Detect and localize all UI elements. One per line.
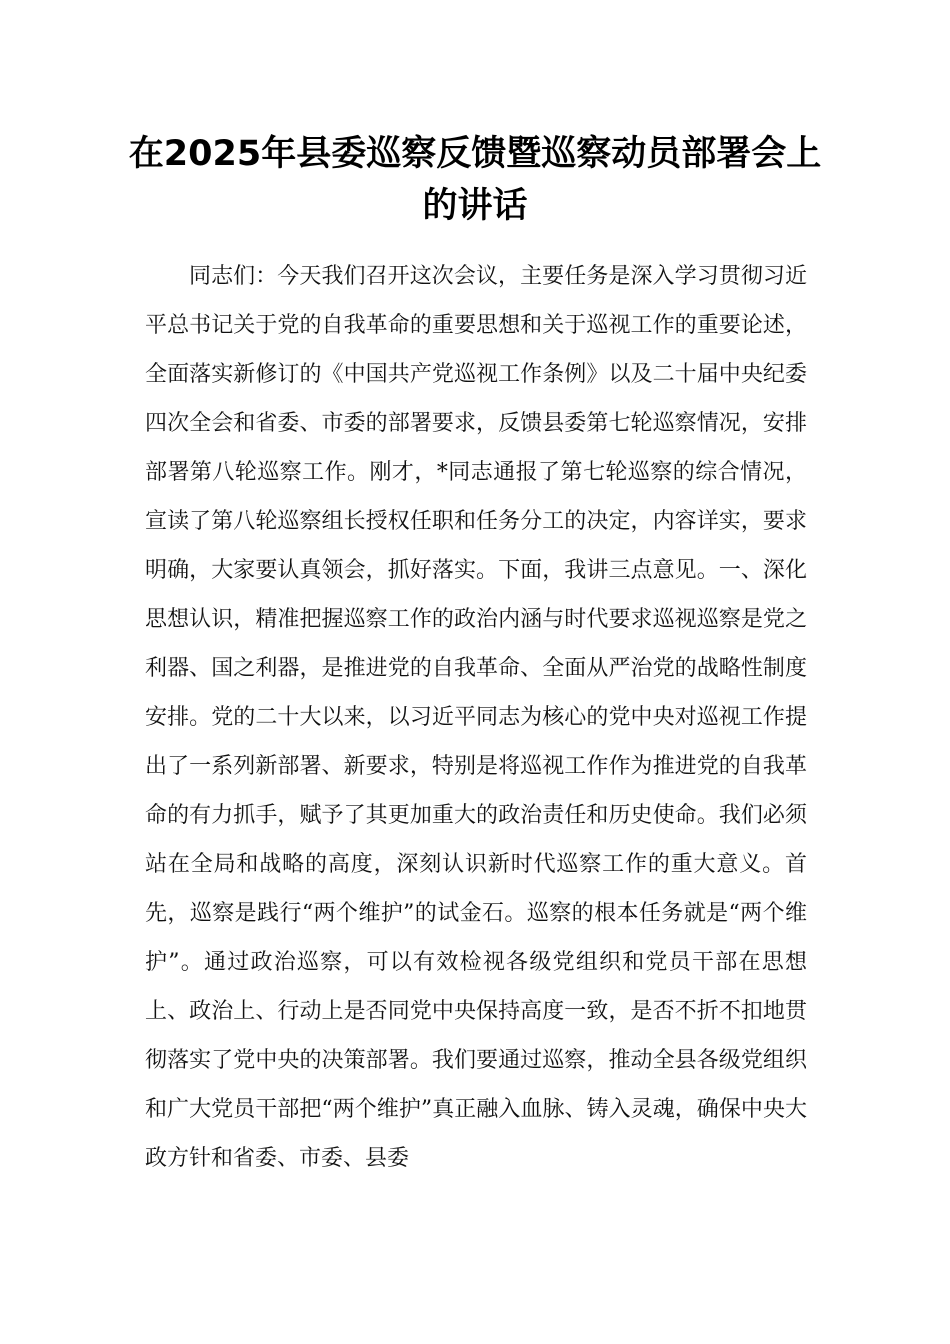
document-body-paragraph: 同志们：今天我们召开这次会议，主要任务是深入学习贯彻习近平总书记关于党的自我革命的重要思想和关于巡视工作的重要论述，全面落实新修订的《中国共产党巡视工作条例》以及二十届中央纪委四次全会和省委、市委的部署要求，反馈县委第七轮巡察情况，安排部署第八轮巡察工作。刚才，*同志通报了第七轮巡察的综合情况，宣读了第八轮巡察组长授权任职和任务分工的决定，内容详实，要求明确，大家要认真领会，抓好落实。下面，我讲三点意见。一、深化思想认识，精准把握巡察工作的政治内涵与时代要求巡视巡察是党之利器、国之利器，是推进党的自我革命、全面从严治党的战略性制度安排。党的二十大以来，以习近平同志为核心的党中央对巡视工作提出了一系列新部署、新要求，特别是将巡视工作作为推进党的自我革命的有力抓手，赋予了其更加重大的政治责任和历史使命。我们必须站在全局和战略的高度，深刻认识新时代巡察工作的重大意义。首先，巡察是践行“两个维护”的试金石。巡察的根本任务就是“两个维护”。通过政治巡察，可以有效检视各级党组织和党员干部在思想上、政治上、行动上是否同党中央保持高度一致，是否不折不扣地贯彻落实了党中央的决策部署。我们要通过巡察，推动全县各级党组织和广大党员干部把“两个维护”真正融入血脉、铸入灵魂，确保中央大政方针和省委、市委、县委 xyxy=(145,264,807,1171)
document-title: 在2025年县委巡察反馈暨巡察动员部署会上的讲话 xyxy=(128,134,822,226)
